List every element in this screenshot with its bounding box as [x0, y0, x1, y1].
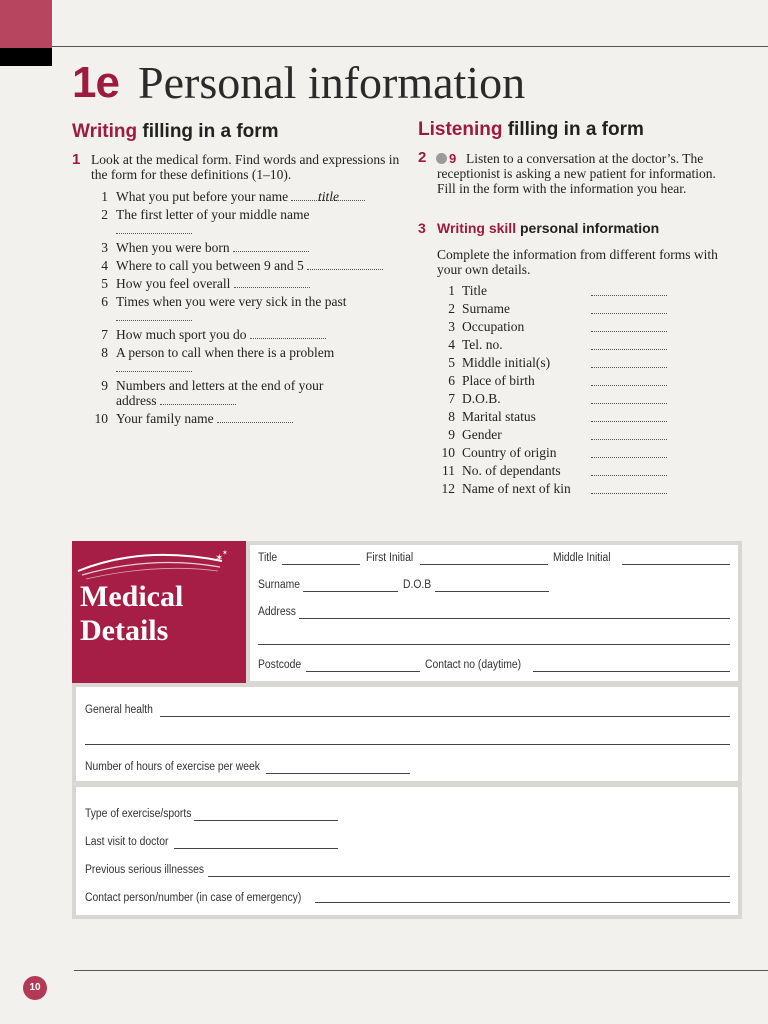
list-item: 8 Marital status [425, 409, 745, 427]
def-item-5: 5 How you feel overall [84, 276, 310, 291]
def-answer-2[interactable] [116, 222, 192, 234]
page-number: 10 [23, 976, 47, 1000]
label-middle-initial: Middle Initial [553, 552, 611, 564]
skill-answer-field[interactable] [591, 356, 667, 368]
def-item-7: 7 How much sport you do [84, 327, 326, 342]
list-item: 3 Occupation [425, 319, 745, 337]
writing-heading-rest: filling in a form [142, 121, 279, 142]
top-rule [52, 46, 768, 47]
def-item-10: 10 Your family name [84, 411, 293, 426]
field-surname[interactable] [303, 591, 398, 592]
bottom-rule [74, 970, 768, 971]
field-contact-daytime[interactable] [533, 671, 730, 672]
skill-answer-field[interactable] [591, 410, 667, 422]
field-previous-illnesses[interactable] [208, 876, 730, 877]
label-general-health: General health [85, 704, 153, 716]
field-general-health-2[interactable] [85, 744, 730, 745]
def-item-1: 1 What you put before your name title [84, 189, 365, 204]
field-dob[interactable] [435, 591, 549, 592]
def-item-9: 9 Numbers and letters at the end of your [101, 378, 324, 393]
label-first-initial: First Initial [366, 552, 414, 564]
label-title: Title [258, 552, 278, 564]
skill-answer-field[interactable] [591, 374, 667, 386]
task-2-number: 2 [418, 149, 427, 166]
def-item-6: 6 Times when you were very sick in the past [101, 294, 347, 309]
page-title: Personal information [138, 57, 526, 108]
def-item-9-line-2: address [116, 393, 236, 408]
field-address-1[interactable] [299, 618, 730, 619]
skill-heading: Writing skill personal information [437, 220, 660, 236]
corner-tab-accent [0, 0, 52, 48]
def-answer-10[interactable] [217, 411, 293, 423]
field-general-health-1[interactable] [160, 716, 730, 717]
def-answer-4[interactable] [307, 258, 383, 270]
label-exercise-type: Type of exercise/sports [85, 808, 192, 820]
def-item-8: 8 A person to call when there is a problem [101, 345, 335, 360]
label-surname: Surname [258, 579, 301, 591]
skill-answer-field[interactable] [591, 284, 667, 296]
writing-heading [72, 121, 279, 143]
def-item-2: 2 The first letter of your middle name [101, 207, 310, 222]
listening-heading-rest: filling in a form [507, 119, 644, 140]
def-answer-3[interactable] [233, 240, 309, 252]
label-exercise-hours: Number of hours of exercise per week [85, 761, 260, 773]
def-answer-7[interactable] [250, 327, 326, 339]
skill-answer-field[interactable] [591, 302, 667, 314]
list-item: 5 Middle initial(s) [425, 355, 745, 373]
list-item: 6 Place of birth [425, 373, 745, 391]
task-1-number: 1 [72, 151, 81, 168]
label-postcode: Postcode [258, 659, 302, 671]
label-previous-illnesses: Previous serious illnesses [85, 864, 205, 876]
label-contact-daytime: Contact no (daytime) [425, 659, 522, 671]
label-address: Address [258, 606, 296, 618]
list-item: 2 Surname [425, 301, 745, 319]
label-dob: D.O.B [403, 579, 432, 591]
skill-answer-field[interactable] [591, 464, 667, 476]
field-middle-initial[interactable] [622, 564, 730, 565]
def-item-3: 3 When you were born [84, 240, 309, 255]
label-last-visit: Last visit to doctor [85, 836, 169, 848]
def-answer-5[interactable] [234, 276, 310, 288]
field-title[interactable] [282, 564, 360, 565]
field-emergency-contact[interactable] [315, 902, 730, 903]
field-address-2[interactable] [258, 644, 730, 645]
form-heading: Medical Details [80, 580, 184, 647]
field-exercise-hours[interactable] [266, 773, 410, 774]
def-answer-9[interactable] [160, 393, 236, 405]
lesson-number: 1e [72, 58, 119, 107]
field-first-initial[interactable] [420, 564, 548, 565]
list-item: 11 No. of dependants [425, 463, 745, 481]
field-exercise-type[interactable] [194, 820, 338, 821]
list-item: 9 Gender [425, 427, 745, 445]
task-3-instruction: Complete the information from different forms with your own details. [437, 247, 718, 277]
list-item: 12 Name of next of kin [425, 481, 745, 499]
list-item: 10 Country of origin [425, 445, 745, 463]
skill-answer-field[interactable] [591, 428, 667, 440]
svg-text:✶: ✶ [222, 549, 228, 557]
list-item: 4 Tel. no. [425, 337, 745, 355]
skill-answer-field[interactable] [591, 320, 667, 332]
field-postcode[interactable] [306, 671, 420, 672]
skill-answer-field[interactable] [591, 482, 667, 494]
def-answer-8[interactable] [116, 360, 192, 372]
svg-text:✶: ✶ [215, 553, 224, 564]
listening-heading [418, 119, 644, 141]
skill-list [425, 283, 745, 499]
skill-answer-field[interactable] [591, 446, 667, 458]
def-answer-6[interactable] [116, 309, 192, 321]
list-item: 1 Title [425, 283, 745, 301]
writing-heading-accent: Writing [72, 121, 138, 142]
task-2-instruction: Listen to a conversation at the doctor’s. The receptionist is asking a new patient for information. Fill in the form with the information you hear. [437, 151, 716, 196]
skill-answer-field[interactable] [591, 392, 667, 404]
field-last-visit[interactable] [174, 848, 338, 849]
audio-track[interactable]: 9 [436, 151, 456, 167]
skill-answer-field[interactable] [591, 338, 667, 350]
list-item: 7 D.O.B. [425, 391, 745, 409]
def-item-4: 4 Where to call you between 9 and 5 [84, 258, 383, 273]
task-1-instruction: Look at the medical form. Find words and expressions in the form for these definitions (1–10). [91, 152, 400, 182]
task-3-number: 3 [418, 220, 426, 236]
label-emergency-contact: Contact person/number (in case of emergency) [85, 892, 302, 904]
listening-heading-accent: Listening [418, 119, 503, 140]
def-answer-1[interactable]: title [291, 189, 365, 201]
